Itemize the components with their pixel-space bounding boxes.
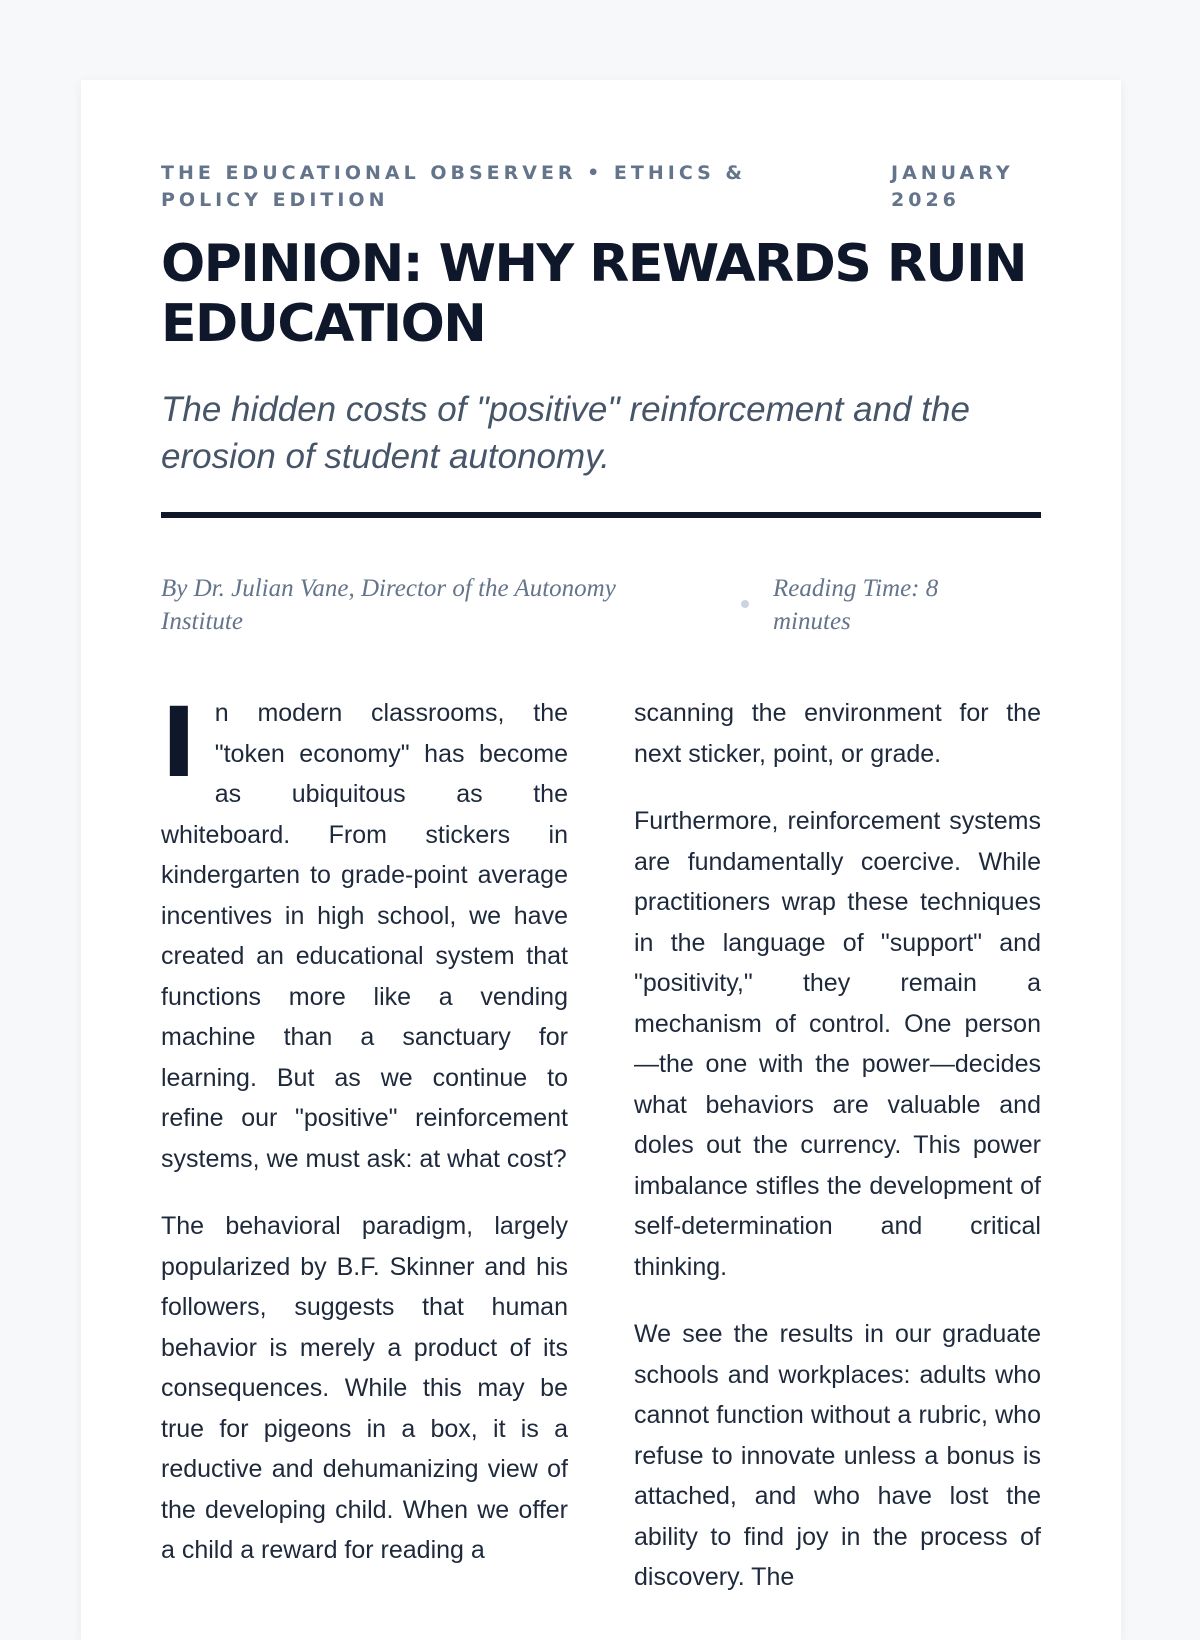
issue-date: JANUARY 2026 [891, 162, 1014, 211]
article-body [161, 687, 1041, 1625]
body-paragraph: Furthermore, reinforcement systems are fundamentally coercive. While practitioners wrap these techniques in the language of "support" and "positivity," they remain a mechanism of control. One person—the one with the power—decides what behaviors are valuable and doles out the currency. This power imbalance stifles the development of self-determination and critical thinking. [634, 807, 1041, 1281]
headline: OPINION: WHY REWARDS RUIN EDUCATION [161, 234, 1027, 354]
byline-row [161, 572, 1041, 638]
subheadline: The hidden costs of "positive" reinforcement and the erosion of student autonomy. [161, 390, 970, 476]
byline: By Dr. Julian Vane, Director of the Autonomy Institute [161, 575, 616, 635]
paragraph-text: n modern classrooms, the "token economy" has become as ubiquitous as the whiteboard. From stickers in kindergarten to grade-point average incentives in high school, we have created an educational system that functions more like a vending machine than a sanctuary for learning. But as we continue to refine our "positive" reinforcement systems, we must ask: at what cost? [161, 699, 568, 1173]
publication-name: THE EDUCATIONAL OBSERVER • ETHICS & POLICY EDITION [161, 162, 747, 211]
reading-time: Reading Time: 8 minutes [773, 575, 939, 635]
body-column-right [634, 693, 1041, 1625]
divider-rule [161, 512, 1041, 518]
body-column-left [161, 687, 568, 1625]
drop-cap: I [161, 687, 197, 799]
article-content [161, 160, 1041, 1625]
body-paragraph: scanning the environment for the next sticker, point, or grade. [634, 699, 1041, 768]
body-paragraph [161, 687, 568, 1179]
article-card [81, 80, 1121, 1640]
body-paragraph: We see the results in our graduate schools and workplaces: adults who cannot function without a rubric, who refuse to innovate unless a bonus is attached, and who have lost the ability to find joy in the process of discovery. The [634, 1320, 1041, 1591]
body-paragraph: The behavioral paradigm, largely popularized by B.F. Skinner and his followers, suggests that human behavior is merely a product of its consequences. While this may be true for pigeons in a box, it is a reductive and dehumanizing view of the developing child. When we offer a child a reward for reading a [161, 1212, 568, 1564]
masthead [161, 160, 1041, 214]
separator-dot [741, 600, 749, 608]
